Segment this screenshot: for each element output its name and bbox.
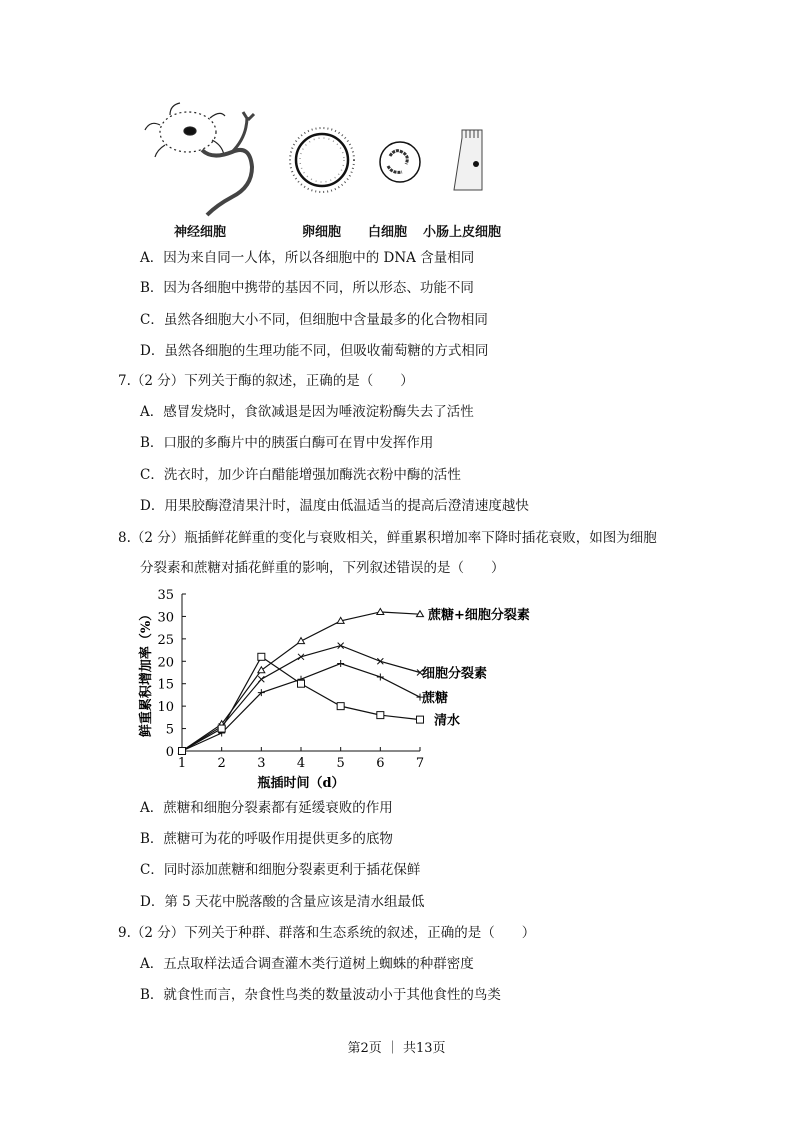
data-point-square: [377, 712, 384, 719]
y-axis-label: 鲜重累积增加率（%）: [139, 607, 154, 738]
data-point-square: [258, 653, 265, 660]
q6-option-b: B．因为各细胞中携带的基因不同，所以形态、功能不同: [140, 280, 474, 296]
fresh-weight-chart: [130, 585, 550, 800]
x-tick-label: 3: [257, 756, 266, 771]
q9-option-b: B．就食性而言，杂食性鸟类的数量波动小于其他食性的鸟类: [140, 987, 501, 1003]
q7-option-b: B．口服的多酶片中的胰蛋白酶可在胃中发挥作用: [140, 435, 434, 451]
data-point-triangle: [258, 667, 265, 673]
q6-option-c: C．虽然各细胞大小不同，但细胞中含量最多的化合物相同: [140, 312, 488, 328]
x-tick-label: 4: [296, 756, 306, 771]
data-point-triangle: [298, 638, 305, 644]
y-tick-label: 20: [157, 655, 174, 671]
legend-sucrose-cytokinin: 蔗糖+细胞分裂素: [428, 608, 530, 624]
data-point-square: [417, 716, 424, 723]
cell-illustrations: [140, 100, 540, 220]
data-point-square: [179, 748, 186, 755]
series-line-square: [182, 657, 420, 751]
q9-stem: 9.（2 分）下列关于种群、群落和生态系统的叙述，正确的是（ ）: [118, 925, 536, 941]
q8-option-a: A．蔗糖和细胞分裂素都有延缓衰败的作用: [140, 800, 393, 816]
q7-option-a: A．感冒发烧时，食欲减退是因为唾液淀粉酶失去了活性: [140, 404, 474, 420]
q6-option-a: A．因为来自同一人体，所以各细胞中的 DNA 含量相同: [140, 250, 475, 266]
page-footer: 第2页 ｜ 共13页: [347, 1041, 446, 1056]
q8-stem-line1: 8.（2 分）瓶插鲜花鲜重的变化与衰败相关，鲜重累积增加率下降时插花衰败，如图为细胞: [118, 530, 657, 546]
data-point-square: [298, 680, 305, 687]
y-tick-label: 15: [157, 677, 174, 693]
y-tick-label: 25: [157, 632, 174, 648]
q9-option-a: A．五点取样法适合调查灌木类行道树上蜘蛛的种群密度: [140, 956, 474, 972]
data-point-triangle: [377, 608, 384, 614]
q8-option-c: C．同时添加蔗糖和细胞分裂素更利于插花保鲜: [140, 862, 421, 878]
x-tick-label: 6: [376, 756, 385, 771]
egg-cell-image: [290, 128, 354, 192]
x-tick-label: 5: [336, 756, 345, 771]
q7-stem: 7.（2 分）下列关于酶的叙述，正确的是（ ）: [118, 373, 414, 389]
q6-option-d: D．虽然各细胞的生理功能不同，但吸收葡萄糖的方式相同: [140, 343, 489, 359]
data-point-x: [258, 676, 264, 682]
data-point-square: [337, 703, 344, 710]
y-tick-label: 35: [157, 588, 174, 603]
caption-white-blood-cell: 白细胞: [368, 225, 408, 240]
white-blood-cell-image: [380, 142, 420, 182]
x-axis-label: 瓶插时间（d）: [257, 776, 345, 791]
y-tick-label: 10: [157, 700, 174, 716]
caption-nerve-cell: 神经细胞: [174, 225, 227, 240]
y-tick-label: 0: [165, 745, 174, 760]
y-tick-label: 5: [165, 722, 174, 738]
q8-stem-line2: 分裂素和蔗糖对插花鲜重的影响，下列叙述错误的是（ ）: [140, 560, 505, 576]
x-tick-label: 7: [415, 756, 425, 771]
y-tick-label: 30: [157, 610, 174, 626]
x-tick-label: 2: [217, 756, 226, 771]
q7-option-c: C．洗衣时，加少许白醋能增强加酶洗衣粉中酶的活性: [140, 467, 461, 483]
x-tick-label: 1: [177, 756, 187, 771]
legend-cytokinin: 细胞分裂素: [422, 666, 488, 682]
intestinal-epithelial-cell-image: [454, 130, 482, 190]
caption-egg-cell: 卵细胞: [302, 225, 342, 240]
legend-sucrose: 蔗糖: [422, 691, 449, 707]
q8-option-b: B．蔗糖可为花的呼吸作用提供更多的底物: [140, 831, 393, 847]
legend-water: 清水: [434, 713, 461, 729]
data-point-square: [218, 725, 225, 732]
nerve-cell-image: [145, 103, 254, 215]
caption-intestinal-cell: 小肠上皮细胞: [423, 225, 502, 240]
data-point-plus: [377, 673, 384, 680]
q8-option-d: D．第 5 天花中脱落酸的含量应该是清水组最低: [140, 894, 425, 910]
data-point-plus: [337, 660, 344, 667]
q7-option-d: D．用果胶酶澄清果汁时，温度由低温适当的提高后澄清速度越快: [140, 498, 529, 514]
